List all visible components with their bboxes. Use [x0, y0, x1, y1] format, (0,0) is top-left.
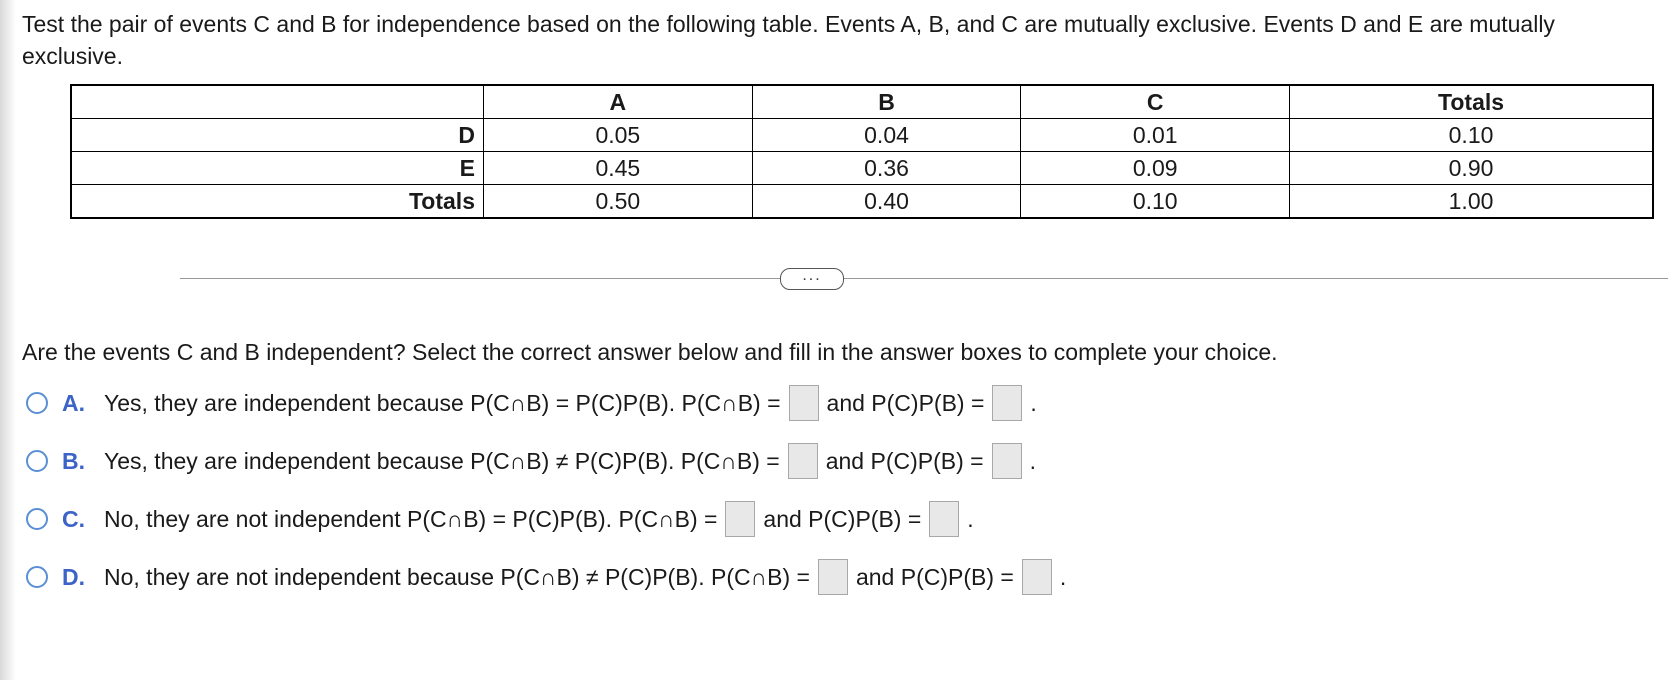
row-header-totals: Totals	[71, 185, 484, 219]
table-cell: 0.05	[484, 119, 753, 152]
answer-box-c1[interactable]	[725, 501, 755, 537]
table-cell: 1.00	[1290, 185, 1653, 219]
section-divider	[180, 278, 1668, 279]
answer-box-b1[interactable]	[788, 443, 818, 479]
answer-option-a[interactable]	[26, 383, 1037, 423]
option-letter-a[interactable]: A.	[62, 389, 85, 416]
answer-box-a1[interactable]	[789, 385, 819, 421]
option-end-text-d: .	[1059, 563, 1067, 590]
radio-button-b[interactable]	[26, 450, 48, 472]
option-end-text-b: .	[1029, 447, 1036, 474]
column-header-a: A	[484, 85, 753, 119]
option-text-d: No, they are not independent because P(C∩B) ≠ P(C)P(B). P(C∩B) =	[104, 563, 810, 590]
answer-option-d[interactable]	[26, 557, 1066, 597]
table-cell: 0.90	[1290, 152, 1653, 185]
column-header-c: C	[1021, 85, 1290, 119]
answer-box-b2[interactable]	[992, 443, 1022, 479]
table-cell: 0.09	[1021, 152, 1290, 185]
table-cell: 0.50	[484, 185, 753, 219]
answer-option-c[interactable]	[26, 499, 974, 539]
option-mid-text-d: and P(C)P(B) =	[855, 563, 1014, 590]
probability-table	[70, 84, 1654, 219]
table-cell: 0.45	[484, 152, 753, 185]
column-header-totals: Totals	[1290, 85, 1653, 119]
option-text-c: No, they are not independent P(C∩B) = P(C)P(B). P(C∩B) =	[104, 505, 718, 532]
option-end-text-c: .	[967, 505, 974, 532]
table-cell: 0.04	[752, 119, 1021, 152]
answer-box-a2[interactable]	[992, 385, 1022, 421]
left-edge-shade	[0, 0, 16, 680]
option-mid-text-b: and P(C)P(B) =	[825, 447, 984, 474]
column-header-b: B	[752, 85, 1021, 119]
answer-option-b[interactable]	[26, 441, 1036, 481]
table-row	[71, 119, 1653, 152]
more-options-button[interactable]: ...	[780, 268, 844, 290]
option-text-b: Yes, they are independent because P(C∩B) ≠ P(C)P(B). P(C∩B) =	[104, 447, 780, 474]
table-corner-cell	[71, 85, 484, 119]
answer-box-c2[interactable]	[929, 501, 959, 537]
table-row	[71, 185, 1653, 219]
option-letter-b[interactable]: B.	[62, 447, 85, 474]
option-mid-text-c: and P(C)P(B) =	[763, 505, 922, 532]
table-cell: 0.10	[1290, 119, 1653, 152]
table-cell: 0.40	[752, 185, 1021, 219]
table-row	[71, 152, 1653, 185]
radio-button-a[interactable]	[26, 392, 48, 414]
question-text: Test the pair of events C and B for independence based on the following table. Events A, B, and C are mutually exclusive. Events D and E are mutually exclusive.	[22, 11, 1555, 69]
option-letter-c[interactable]: C.	[62, 505, 85, 532]
row-header-d: D	[71, 119, 484, 152]
radio-button-c[interactable]	[26, 508, 48, 530]
table-cell: 0.01	[1021, 119, 1290, 152]
answer-box-d2[interactable]	[1022, 559, 1052, 595]
answer-box-d1[interactable]	[818, 559, 848, 595]
option-mid-text-a: and P(C)P(B) =	[826, 389, 985, 416]
table-cell: 0.10	[1021, 185, 1290, 219]
table-cell: 0.36	[752, 152, 1021, 185]
radio-button-d[interactable]	[26, 566, 48, 588]
option-text-a: Yes, they are independent because P(C∩B) = P(C)P(B). P(C∩B) =	[104, 389, 781, 416]
option-end-text-a: .	[1030, 389, 1037, 416]
answer-prompt: Are the events C and B independent? Select the correct answer below and fill in the answer boxes to complete your choice.	[22, 339, 1278, 365]
row-header-e: E	[71, 152, 484, 185]
table-header-row	[71, 85, 1653, 119]
option-letter-d[interactable]: D.	[62, 563, 85, 590]
